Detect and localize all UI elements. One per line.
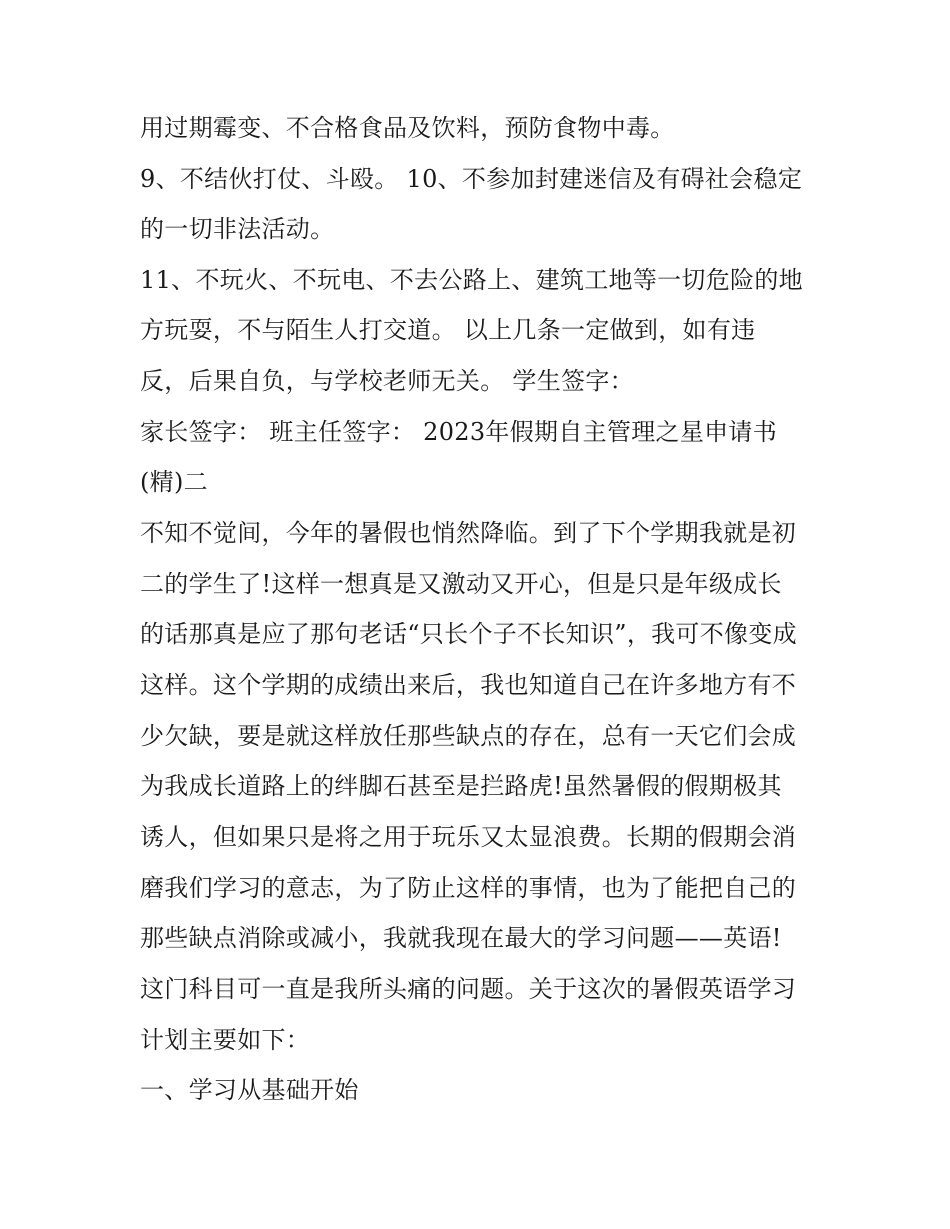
text-line: 那些缺点消除或减小，我就我现在最大的学习问题——英语! bbox=[140, 924, 782, 952]
text-line: 这样。这个学期的成绩出来后，我也知道自己在许多地方有不 bbox=[140, 671, 797, 699]
text-line: 为我成长道路上的绊脚石甚至是拦路虎!虽然暑假的假期极其 bbox=[140, 772, 782, 800]
text-line: 计划主要如下： bbox=[140, 1026, 311, 1054]
text-line: 这门科目可一直是我所头痛的问题。关于这次的暑假英语学习 bbox=[140, 975, 797, 1003]
text-line: 少欠缺，要是就这样放任那些缺点的存在，总有一天它们会成 bbox=[140, 722, 797, 750]
text-line: 二的学生了!这样一想真是又激动又开心，但是只是年级成长 bbox=[140, 570, 782, 598]
text-line: 不知不觉间，今年的暑假也悄然降临。到了下个学期我就是初 bbox=[140, 519, 797, 547]
text-line: 的一切非法活动。 bbox=[140, 215, 335, 243]
text-line: 9、不结伙打仗、斗殴。 10、不参加封建迷信及有碍社会稳定 bbox=[140, 165, 803, 193]
text-line: (精)二 bbox=[140, 468, 208, 496]
text-line: 家长签字： 班主任签字： 2023年假期自主管理之星申请书 bbox=[140, 418, 778, 446]
text-line: 反，后果自负，与学校老师无关。 学生签字： bbox=[140, 367, 634, 395]
text-line: 11、不玩火、不玩电、不去公路上、建筑工地等一切危险的地 bbox=[140, 266, 803, 294]
text-line: 诱人，但如果只是将之用于玩乐又太显浪费。长期的假期会消 bbox=[140, 823, 797, 851]
text-line: 的话那真是应了那句老话“只长个子不长知识”，我可不像变成 bbox=[140, 620, 797, 648]
text-line: 用过期霉变、不合格食品及饮料，预防食物中毒。 bbox=[140, 114, 675, 142]
text-line: 一、学习从基础开始 bbox=[140, 1076, 359, 1104]
text-line: 方玩耍，不与陌生人打交道。 以上几条一定做到，如有违 bbox=[140, 316, 756, 344]
text-line: 磨我们学习的意志，为了防止这样的事情，也为了能把自己的 bbox=[140, 874, 797, 902]
